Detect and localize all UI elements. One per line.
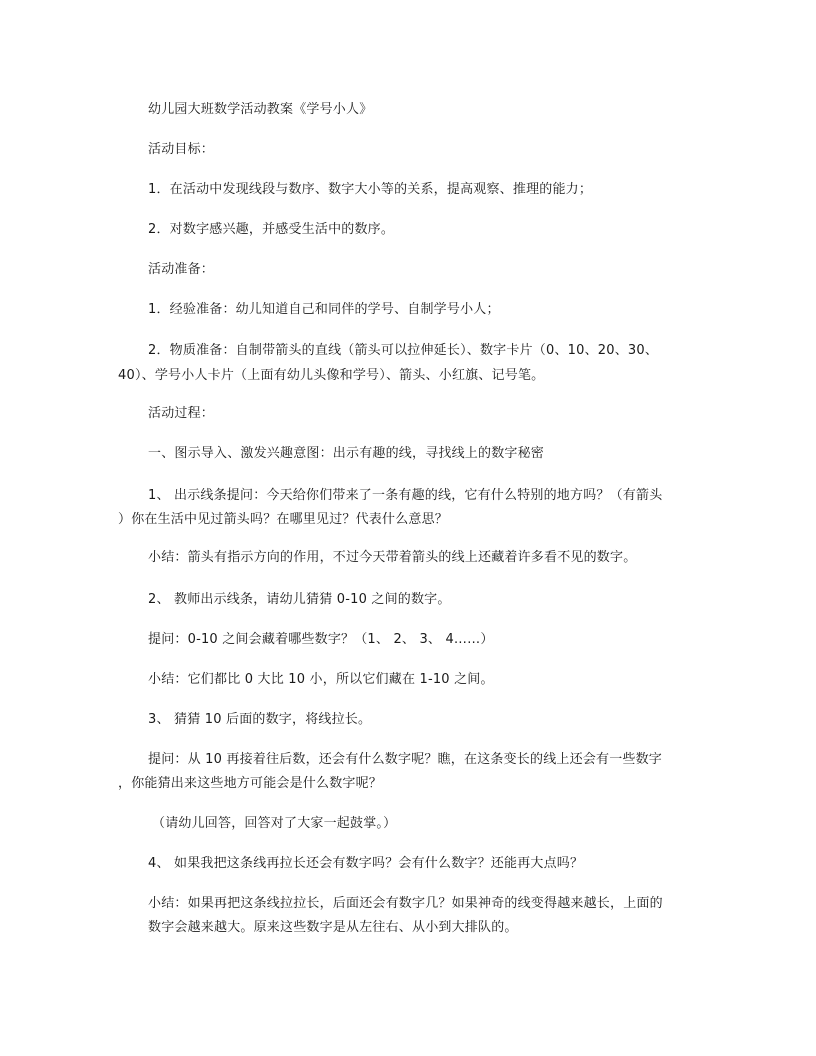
prep-heading: 活动准备： [148,262,215,277]
process-heading: 活动过程： [148,406,215,421]
goal-heading: 活动目标： [148,142,215,157]
step-one-heading: 一、图示导入、激发兴趣意图：出示有趣的线，寻找线上的数字秘密 [148,446,545,461]
goal-item-1: 1．在活动中发现线段与数序、数字大小等的关系，提高观察、推理的能力； [148,182,593,197]
summary-1: 小结：箭头有指示方向的作用，不过今天带着箭头的线上还藏着许多看不见的数字。 [148,550,637,565]
summary-4-line-2: 数字会越来越大。原来这些数字是从左往右、从小到大排队的。 [148,920,518,935]
question-3-line-2: ，你能猜出来这些地方可能会是什么数字呢？ [118,776,383,791]
item-3: 3、 猜猜 10 后面的数字，将线拉长。 [148,712,372,727]
goal-item-2: 2．对数字感兴趣，并感受生活中的数序。 [148,222,395,237]
item-2: 2、 教师出示线条，请幼儿猜猜 0-10 之间的数字。 [148,592,451,607]
item-1-line-1: 1、 出示线条提问：今天给你们带来了一条有趣的线，它有什么特别的地方吗？（有箭头 [148,488,663,503]
question-2: 提问：0-10 之间会藏着哪些数字？（1、 2、 3、 4……） [148,632,494,647]
item-1-line-2: ）你在生活中见过箭头吗？在哪里见过？代表什么意思？ [118,512,449,527]
summary-4-line-1: 小结：如果再把这条线拉拉长，后面还会有数字几？如果神奇的线变得越来越长，上面的 [148,896,663,911]
question-3-line-1: 提问：从 10 再接着往后数，还会有什么数字呢？瞧，在这条变长的线上还会有一些数字 [148,752,663,767]
document-title: 幼儿园大班数学活动教案《学号小人》 [148,102,373,117]
summary-2: 小结：它们都比 0 大比 10 小，所以它们藏在 1-10 之间。 [148,672,494,687]
prep-item-2-line-1: 2．物质准备：自制带箭头的直线（箭头可以拉伸延长）、数字卡片（0、10、20、30、 [148,343,659,358]
prep-item-2-line-2: 40）、学号小人卡片（上面有幼儿头像和学号）、箭头、小红旗、记号笔。 [118,368,545,383]
note-3: （请幼儿回答，回答对了大家一起鼓掌。） [152,816,397,831]
item-4: 4、 如果我把这条线再拉长还会有数字吗？会有什么数字？还能再大点吗？ [148,856,584,871]
prep-item-1: 1．经验准备：幼儿知道自己和同伴的学号、自制学号小人； [148,302,500,317]
